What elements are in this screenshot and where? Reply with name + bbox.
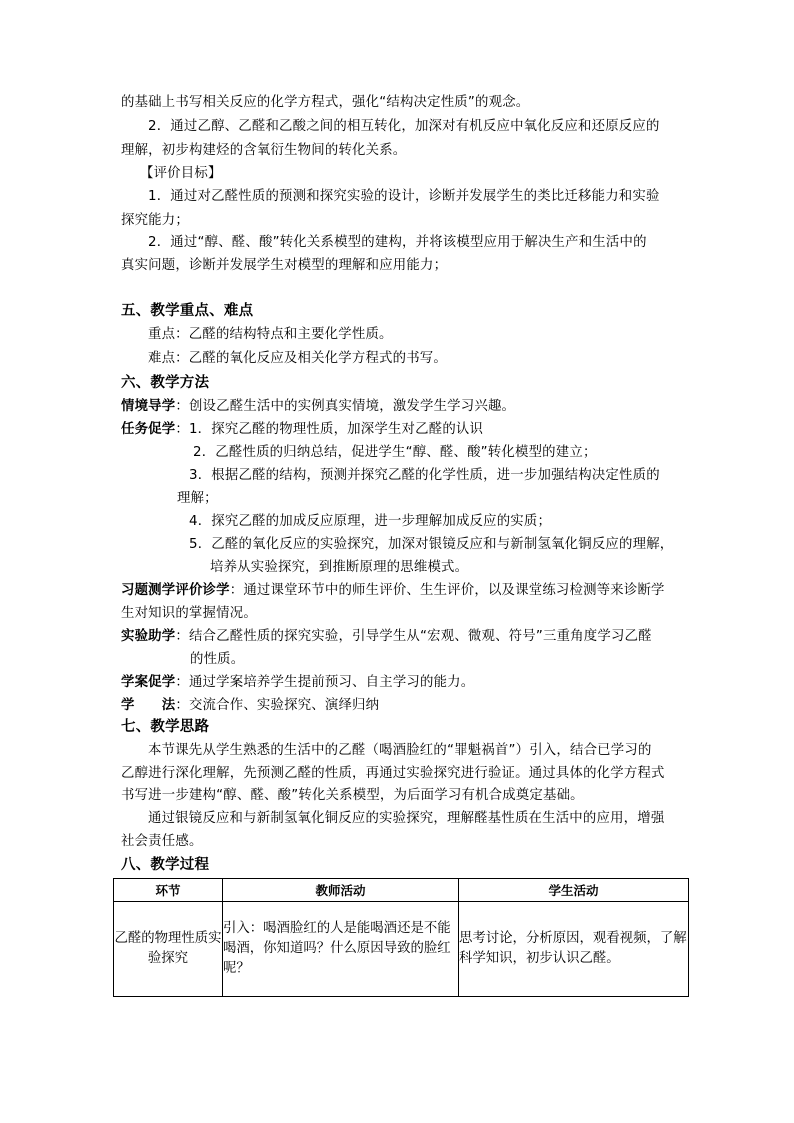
text-line: 生对知识的掌握情况。 <box>121 606 257 621</box>
text-line: 2．通过乙醇、乙醛和乙酸之间的相互转化，加深对有机反应中氧化反应和还原反应的 <box>148 119 660 134</box>
task-item: 2．乙醛性质的归纳总结，促进学生“醇、醛、酸”转化模型的建立； <box>193 445 597 460</box>
method-text: ：交流合作、实验探究、演绎归纳 <box>175 698 380 713</box>
text-line: 探究能力； <box>121 213 189 228</box>
text-line: 乙醇进行深化理解，先预测乙醛的性质，再通过实验探究进行验证。通过具体的化学方程式 <box>121 766 665 781</box>
cell-stage: 乙醛的物理性质实验探究 <box>114 902 223 997</box>
header-student-activity: 学生活动 <box>459 879 689 902</box>
section-heading-7: 七、教学思路 <box>121 719 210 735</box>
task-item: 培养从实验探究，到推断原理的思维模式。 <box>210 560 469 575</box>
table-header-row <box>114 879 689 902</box>
section-heading-6: 六、教学方法 <box>121 375 210 391</box>
header-stage: 环节 <box>114 879 223 902</box>
text-line: 书写进一步建构“醇、醛、酸”转化关系模型，为后面学习有机合成奠定基础。 <box>121 788 584 803</box>
text-line: 本节课先从学生熟悉的生活中的乙醛（喝酒脸红的“罪魁祸首”）引入，结合已学习的 <box>148 743 652 758</box>
task-item: 4．探究乙醛的加成反应原理，进一步理解加成反应的实质； <box>189 514 552 529</box>
key-point: 重点：乙醛的结构特点和主要化学性质。 <box>148 327 393 342</box>
text-line: 的性质。 <box>190 652 245 667</box>
method-label: 习题测学评价诊学 <box>121 583 230 598</box>
text-line: 通过银镜反应和与新制氢氧化铜反应的实验探究，理解醛基性质在生活中的应用，增强 <box>148 811 665 826</box>
text-line: 理解，初步构建烃的含氧衍生物间的转化关系。 <box>121 143 407 158</box>
method-situation <box>121 398 515 416</box>
method-text: ：结合乙醛性质的探究实验，引导学生从“宏观、微观、符号”三重角度学习乙醛 <box>175 629 652 644</box>
method-label: 学案促学 <box>121 675 176 690</box>
task-item: 理解； <box>177 491 218 506</box>
method-label: 情境导学 <box>121 399 176 414</box>
method-label: 任务促学 <box>121 422 176 437</box>
method-label: 学 法 <box>121 698 176 713</box>
text-line: 1．通过对乙醛性质的预测和探究实验的设计，诊断并发展学生的类比迁移能力和实验 <box>148 189 660 204</box>
method-text: ：通过学案培养学生提前预习、自主学习的能力。 <box>175 675 475 690</box>
method-experiment <box>121 628 652 646</box>
method-text: ：创设乙醛生活中的实例真实情境，激发学生学习兴趣。 <box>175 399 516 414</box>
header-teacher-activity: 教师活动 <box>223 879 459 902</box>
text-line: 的基础上书写相关反应的化学方程式，强化“结构决定性质”的观念。 <box>121 95 530 110</box>
task-item: 3．根据乙醛的结构，预测并探究乙醛的化学性质，进一步加强结构决定性质的 <box>189 468 660 483</box>
task-item: 5．乙醛的氧化反应的实验探究，加深对银镜反应和与新制氢氧化铜反应的理解， <box>189 537 674 552</box>
method-text: ：通过课堂环节中的师生评价、生生评价，以及课堂练习检测等来诊断学 <box>229 583 665 598</box>
method-label: 实验助学 <box>121 629 176 644</box>
method-study-guide <box>121 674 474 692</box>
text-line: 2．通过“醇、醛、酸”转化关系模型的建构，并将该模型应用于解决生产和生活中的 <box>148 235 647 250</box>
cell-student-activity: 思考讨论，分析原因，观看视频，了解科学知识，初步认识乙醛。 <box>459 902 689 997</box>
text-line: 社会责任感。 <box>121 834 203 849</box>
text-line: 真实问题，诊断并发展学生对模型的理解和应用能力； <box>121 258 448 273</box>
difficult-point: 难点：乙醛的氧化反应及相关化学方程式的书写。 <box>148 351 447 366</box>
method-task <box>121 421 483 439</box>
teaching-process-table <box>113 878 689 997</box>
section-heading-5: 五、教学重点、难点 <box>121 303 254 319</box>
cell-teacher-activity: 引入：喝酒脸红的人是能喝酒还是不能喝酒，你知道吗？什么原因导致的脸红呢？ <box>223 902 459 997</box>
subheading-evaluation-goals: 【评价目标】 <box>140 166 222 181</box>
method-text: ：1．探究乙醛的物理性质，加深学生对乙醛的认识 <box>175 422 484 437</box>
table-row <box>114 902 689 997</box>
method-learning <box>121 697 379 715</box>
method-exercise <box>121 582 665 600</box>
section-heading-8: 八、教学过程 <box>121 857 210 873</box>
